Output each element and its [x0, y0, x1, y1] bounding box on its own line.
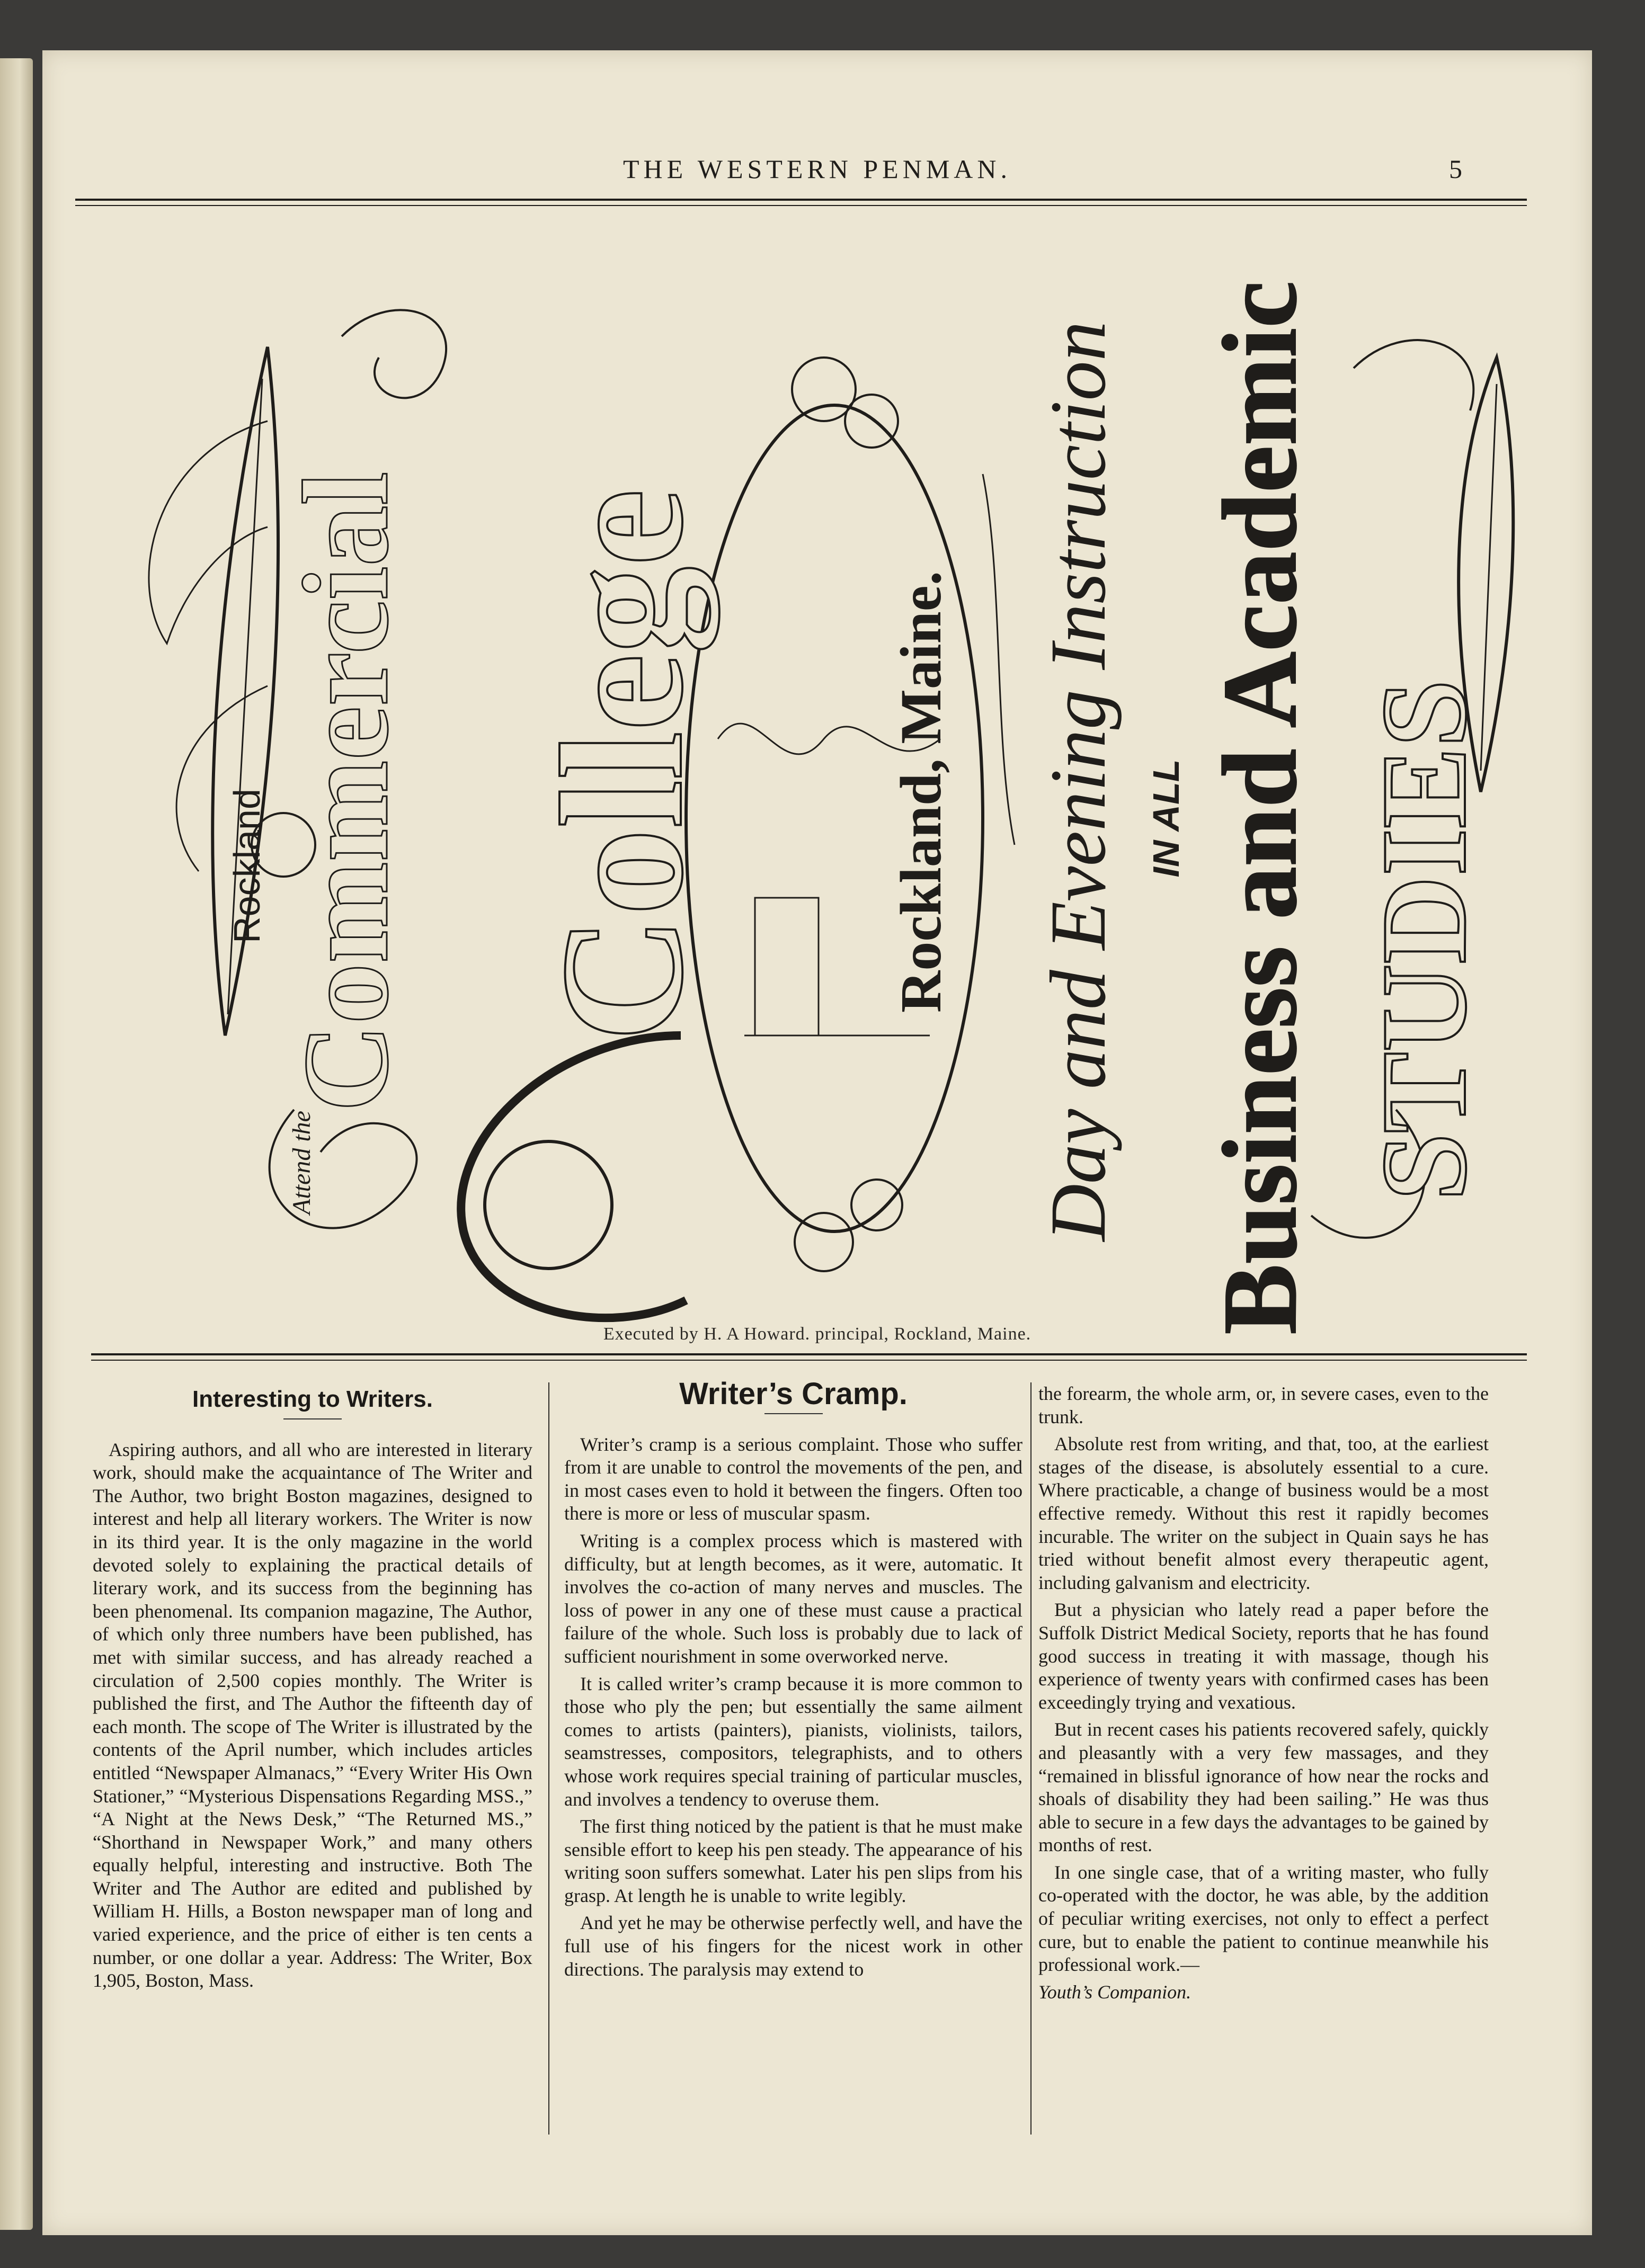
plate-caption: Executed by H. A Howard. principal, Rockland, Maine. — [603, 1324, 1032, 1344]
paragraph: In one single case, that of a writing master, who fully co-operated with the doctor, he was able, by the addition of peculiar writing exercises, not only to effect a perfect cure, but to enable the patient to continue meanwhile his professional work.— — [1038, 1861, 1489, 1976]
facing-page-edge — [0, 58, 33, 2230]
big-c-ornament — [461, 1035, 686, 1318]
plate-in-all: IN ALL — [1145, 759, 1187, 878]
column-divider — [1030, 1382, 1032, 2135]
article-writers-cramp — [564, 1377, 1022, 1985]
paragraph: The first thing noticed by the patient is that he must make sensible effort to keep his pen steady. The appearance of his writing soon suffers somewhat. Later his pen slips from his grasp. At length he is unable to write legibly. — [564, 1816, 1022, 1906]
paragraph: And yet he may be otherwise perfectly well, and have the full use of his fingers for the nicest work in other directions. The paralysis may extend to — [564, 1912, 1022, 1980]
paragraph: But in recent cases his patients recovered safely, quickly and pleasantly with a very few massages, and they “remained in blissful ignorance of how near the rocks and shoals of disability they had been sailing.” He was thus able to secure in a few days the advantages to be gained by months of rest. — [1038, 1719, 1489, 1856]
article-interesting-to-writers — [93, 1382, 532, 1997]
magazine-page — [42, 50, 1592, 2235]
running-title: THE WESTERN PENMAN. — [623, 154, 1011, 184]
section-rule — [91, 1353, 1527, 1361]
article-writers-cramp-continued — [1038, 1382, 1489, 2008]
plate-college: College — [526, 488, 719, 1042]
title-rule — [764, 1413, 823, 1414]
page-number: 5 — [1449, 154, 1462, 184]
plate-commercial: Commercial — [278, 471, 413, 1112]
paragraph: But a physician who lately read a paper before the Suffolk District Medical Society, reports that he has found good success in treating it with massage, though his experience of twenty years with confirmed cases has been exceedingly trying and vexatious. — [1038, 1599, 1489, 1713]
article-title: Writer’s Cramp. — [679, 1377, 908, 1411]
paragraph: Absolute rest from writing, and that, too, at the earliest stages of the disease, is absolutely essential to a cure. Where practicable, a change of business would be a most effective remedy. Without this rest it rapidly becomes incurable. The writer on the subject in Quain says he has tried without benefit almost every therapeutic agent, including galvanism and electricity. — [1038, 1433, 1489, 1593]
paragraph: Aspiring authors, and all who are interested in literary work, should make the acquaintance of The Writer and The Author, two bright Boston magazines, designed to interest and help all literary workers. The Writer is now in its third year. It is the only magazine in the world devoted solely to explaining the practical details of literary work, and its success from the beginning has been phenomenal. Its companion magazine, The Author, of which only three numbers have been published, has met with similar success, and has already reached a circulation of 2,500 copies monthly. The Writer is published the first, and The Author the fifteenth day of each month. The scope of The Writer is illustrated by the contents of the April number, which includes articles entitled “Newspaper Almanacs,” “Every Writer His Own Stationer,” “Mysterious Dispensations Regarding MSS.,” “A Night at the News Desk,” “The Returned MS.,” “Shorthand in Newspaper Work,” and many others equally helpful, interesting and instructive. Both The Writer and The Author are edited and published by William H. Hills, a Boston newspaper man of long and varied experience, and the price of either is ten cents a number, or one dollar a year. Address: The Writer, Box 1,905, Boston, Mass. — [93, 1439, 532, 1992]
paragraph: Writer’s cramp is a serious complaint. Those who suffer from it are unable to control the movements of the pen, and in most cases even to hold it between the fingers. Often too there is more or less of muscular spasm. — [564, 1433, 1022, 1524]
header-rule — [75, 199, 1527, 206]
plate-day-evening: Day and Evening Instruction — [1034, 321, 1122, 1242]
title-rule — [283, 1418, 342, 1419]
source-credit: Youth’s Companion. — [1038, 1981, 1191, 2003]
plate-business-academic: Business and Academic — [1202, 281, 1319, 1335]
column-divider — [548, 1382, 549, 2135]
paragraph: the forearm, the whole arm, or, in severe cases, even to the trunk. — [1038, 1383, 1489, 1427]
plate-studies: STUDIES — [1356, 679, 1491, 1201]
article-title: Interesting to Writers. — [192, 1386, 433, 1412]
plate-attend-the: Attend the — [288, 1111, 316, 1215]
paragraph: Writing is a complex process which is mastered with difficulty, but at length becomes, as it were, automatic. It involves the co-action of many nerves and muscles. The loss of power in any one of these must cause a practical failure of the whole. Such loss is probably due to lack of sufficient nourishment in some overworked nerve. — [564, 1530, 1022, 1667]
plate-rockland-small: Rockland — [226, 789, 268, 943]
paragraph: It is called writer’s cramp because it is more common to those who ply the pen; but essentially the same ailment comes to artists (painters), pianists, violinists, tailors, seamstresses, compositors, telegraphists, and to others whose work requires special training of particular muscles, and involves a tendency to overuse them. — [564, 1673, 1022, 1810]
ornamental-plate — [93, 209, 1566, 1353]
plate-rockland-maine: Rockland, Maine. — [888, 570, 953, 1013]
